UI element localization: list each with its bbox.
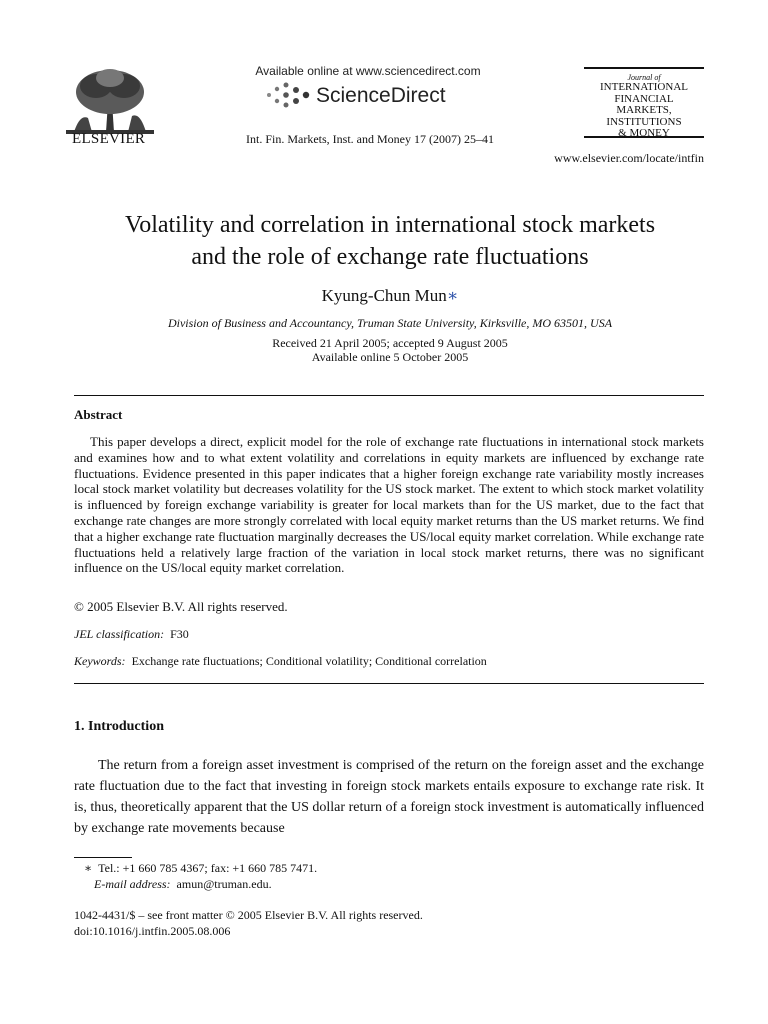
author-name: Kyung-Chun Mun: [321, 286, 447, 305]
journal-name: [584, 82, 704, 140]
jel-value: F30: [170, 627, 189, 641]
title-line: and the role of exchange rate fluctuations: [191, 244, 589, 270]
footnote-rule: [74, 857, 132, 858]
keywords-label: Keywords:: [74, 654, 126, 668]
footer-issn: 1042-4431/$ – see front matter © 2005 Elsevier B.V. All rights reserved.: [74, 908, 423, 922]
journal-logo-box: [584, 67, 704, 138]
title-line: Volatility and correlation in international stock markets: [124, 212, 656, 238]
footer-doi-link[interactable]: doi:10.1016/j.intfin.2005.08.006: [74, 924, 231, 938]
journal-of-label: Journal of: [627, 73, 661, 82]
email-link[interactable]: amun@truman.edu.: [176, 877, 272, 891]
journal-name-line: INSTITUTIONS: [606, 115, 682, 128]
sciencedirect-wordmark[interactable]: ScienceDirect: [316, 84, 446, 107]
jel-label: JEL classification:: [74, 627, 165, 641]
sciencedirect-dots-icon: [263, 82, 311, 108]
abstract-heading: Abstract: [74, 407, 123, 422]
paper-title: [60, 209, 720, 273]
keywords: [74, 654, 487, 669]
elsevier-wordmark: ELSEVIER: [72, 131, 146, 147]
keywords-value: Exchange rate fluctuations; Conditional volatility; Conditional correlation: [131, 654, 487, 668]
journal-name-line: FINANCIAL: [614, 92, 674, 105]
introduction-text: The return from a foreign asset investment is comprised of the return on the foreign asset and the exchange rate fluctuation due to the fact that investing in foreign stock markets entails exposure to exchange rate risk. It is, thus, theoretically apparent that the US dollar return of a foreign stock investment is automatically influenced by exchange rate movements because: [74, 758, 704, 836]
received-date: Received 21 April 2005; accepted 9 August 2005: [272, 336, 508, 350]
footnote-tel: Tel.: +1 660 785 4367; fax: +1 660 785 7471.: [98, 861, 318, 875]
author-affiliation: Division of Business and Accountancy, Truman State University, Kirksville, MO 63501, USA: [167, 316, 613, 330]
available-online-link[interactable]: Available online at www.sciencedirect.com: [255, 64, 481, 78]
journal-url-link[interactable]: www.elsevier.com/locate/intfin: [554, 151, 704, 165]
available-date: Available online 5 October 2005: [311, 350, 469, 364]
abstract-text: This paper develops a direct, explicit model for the role of exchange rate fluctuations in international stock markets and examines how and to what extent volatility and correlations in equity markets are influenced by exchange rate fluctuations. Evidence presented in this paper indicates that a higher foreign exchange rate variability mostly increases local stock market volatility but decreases volatility for the US stock market. The extent to which stock market volatility is influenced by foreign exchange variability is greater for local markets than for the US market, due to the fact that exchange rate changes are more strongly correlated with local equity market returns than the US market returns. We find that a higher exchange rate fluctuation marginally decreases the US/local equity market correlation. While exchange rate fluctuations held a relatively large fraction of the variation in local stock market returns, there was no significant influence on the US/local equity market correlation.: [74, 434, 704, 576]
elsevier-tree-logo-icon: [66, 66, 154, 134]
journal-name-line: MARKETS,: [616, 104, 672, 116]
abstract-copyright: © 2005 Elsevier B.V. All rights reserved.: [74, 599, 288, 614]
journal-citation: Int. Fin. Markets, Inst. and Money 17 (2007) 25–41: [246, 132, 494, 146]
jel-classification: [74, 627, 189, 642]
author-footnote-link[interactable]: ∗: [446, 286, 459, 305]
abstract-bottom-rule: [74, 683, 704, 684]
author-line: [60, 286, 720, 306]
journal-name-line: INTERNATIONAL: [600, 81, 688, 93]
footnote-mark: ∗: [84, 861, 93, 875]
email-label: E-mail address:: [94, 877, 171, 891]
footnote-contact: [84, 861, 317, 876]
article-dates: [160, 336, 620, 364]
abstract-top-rule: [74, 395, 704, 396]
journal-name-line: & MONEY: [618, 127, 670, 139]
footnote-email-line: [94, 877, 272, 892]
section-heading-introduction: 1. Introduction: [74, 719, 164, 734]
